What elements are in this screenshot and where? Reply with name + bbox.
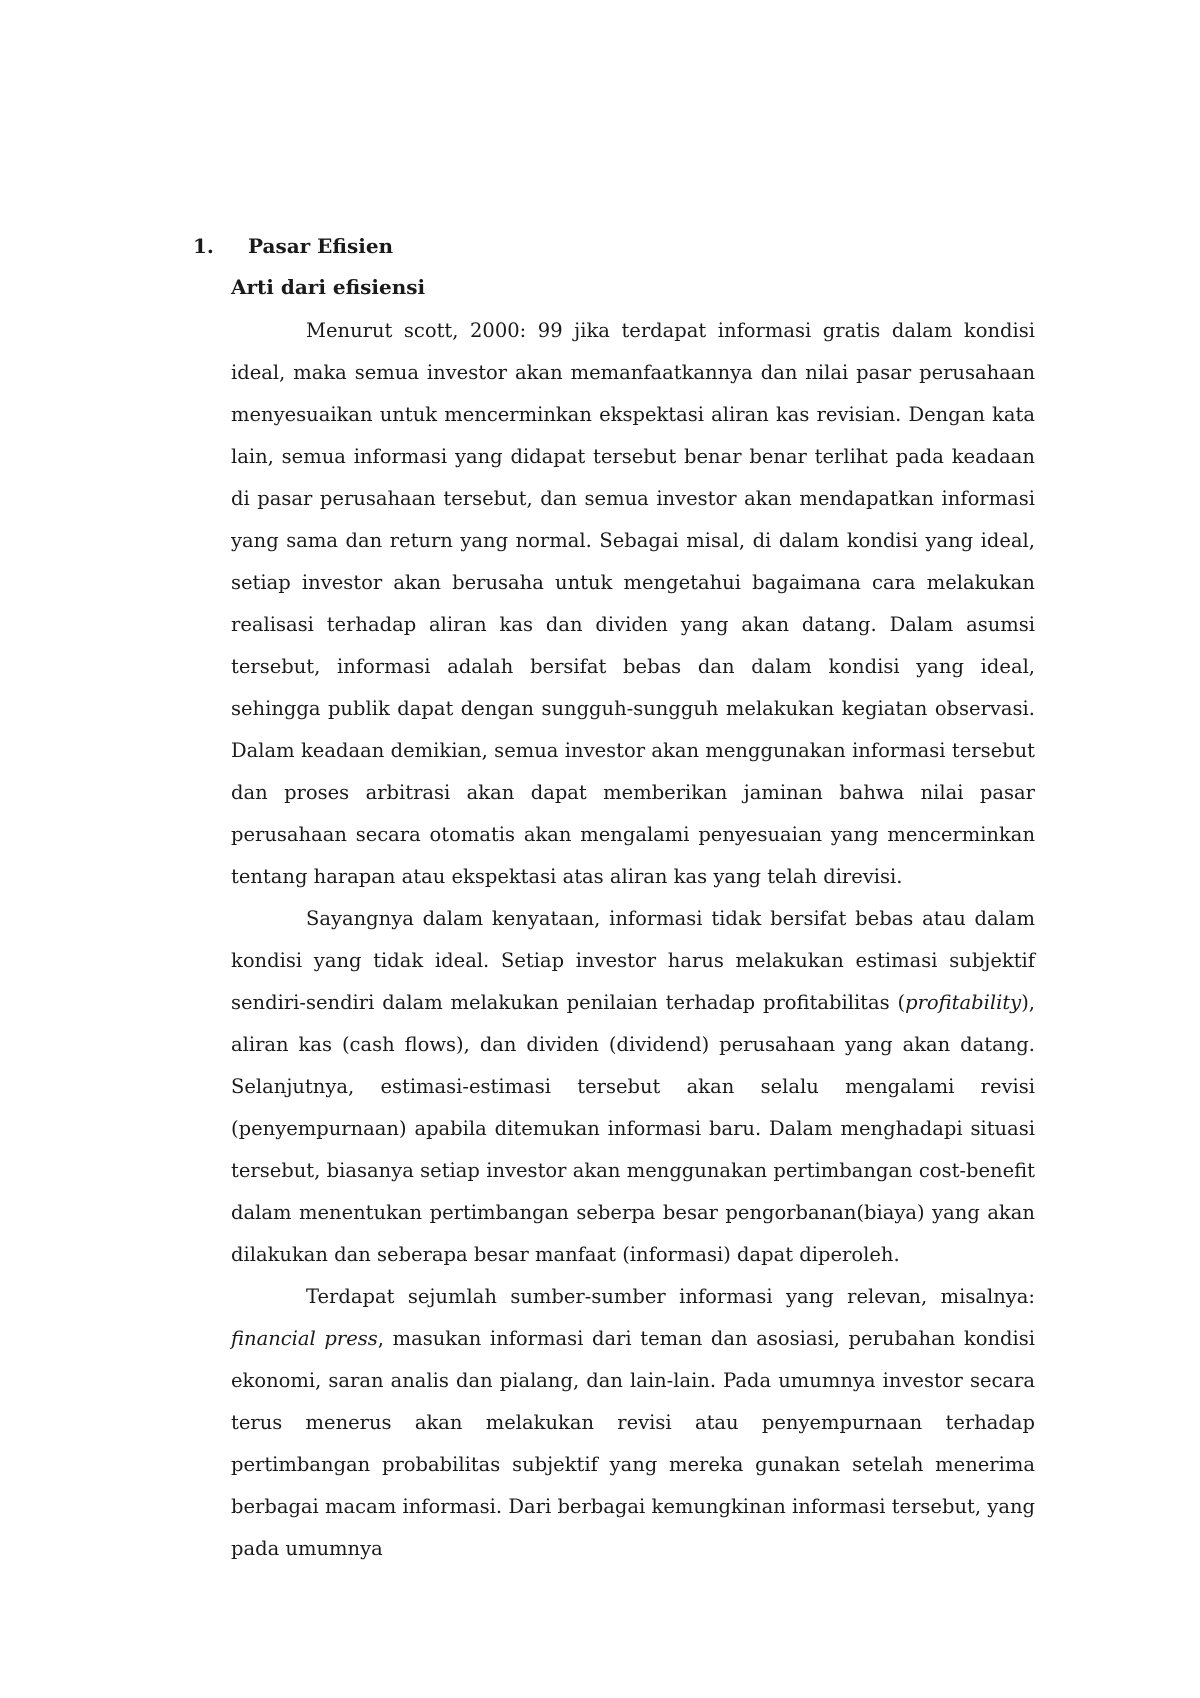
paragraph-text: ), aliran kas (cash flows), dan dividen (dividend) perusahaan yang akan datang. Selanjutnya, estimasi-estimasi tersebut akan selalu mengalami revisi (penyempurnaan) apabila ditemukan informasi baru. Dalam menghadapi situasi tersebut, biasanya setiap investor akan menggunakan pertimbangan cost-benefit dalam menentukan pertimbangan seberpa besar pengorbanan(biaya) yang akan dilakukan dan seberapa besar manfaat (informasi) dapat diperoleh. bbox=[231, 991, 1035, 1266]
paragraph-text: Menurut scott, 2000: 99 jika terdapat informasi gratis dalam kondisi ideal, maka semua investor akan memanfaatkannya dan nilai pasar perusahaan menyesuaikan untuk mencerminkan ekspektasi aliran kas revisian. Dengan kata lain, semua informasi yang didapat tersebut benar benar terlihat pada keadaan di pasar perusahaan tersebut, dan semua investor akan mendapatkan informasi yang sama dan return yang normal. Sebagai misal, di dalam kondisi yang ideal, setiap investor akan berusaha untuk mengetahui bagaimana cara melakukan realisasi terhadap aliran kas dan dividen yang akan datang. Dalam asumsi tersebut, informasi adalah bersifat bebas dan dalam kondisi yang ideal, sehingga publik dapat dengan sungguh-sungguh melakukan kegiatan observasi. Dalam keadaan demikian, semua investor akan menggunakan informasi tersebut dan proses arbitrasi akan dapat memberikan jaminan bahwa nilai pasar perusahaan secara otomatis akan mengalami penyesuaian yang mencerminkan tentang harapan atau ekspektasi atas aliran kas yang telah direvisi. bbox=[231, 319, 1035, 888]
paragraph bbox=[231, 898, 1035, 1276]
paragraph-text: , masukan informasi dari teman dan asosiasi, perubahan kondisi ekonomi, saran analis dan pialang, dan lain-lain. Pada umumnya investor secara terus menerus akan melakukan revisi atau penyempurnaan terhadap pertimbangan probabilitas subjektif yang mereka gunakan setelah menerima berbagai macam informasi. Dari berbagai kemungkinan informasi tersebut, yang pada umumnya bbox=[231, 1327, 1036, 1560]
paragraph-text: Terdapat sejumlah sumber-sumber informasi yang relevan, misalnya: bbox=[306, 1285, 1035, 1308]
paragraph-text: Sayangnya dalam kenyataan, informasi tidak bersifat bebas atau dalam kondisi yang tidak ideal. Setiap investor harus melakukan estimasi subjektif sendiri-sendiri dalam melakukan penilaian terhadap profitabilitas ( bbox=[231, 907, 1035, 1014]
italic-term: profitability bbox=[905, 991, 1022, 1014]
paragraph bbox=[231, 310, 1035, 898]
section-heading bbox=[193, 232, 393, 260]
body-text bbox=[231, 310, 1035, 1570]
section-title: Pasar Efisien bbox=[248, 234, 394, 258]
paragraph bbox=[231, 1276, 1035, 1570]
italic-term: financial press bbox=[231, 1327, 378, 1350]
subheading: Arti dari efisiensi bbox=[231, 275, 426, 299]
section-number: 1. bbox=[193, 234, 214, 258]
